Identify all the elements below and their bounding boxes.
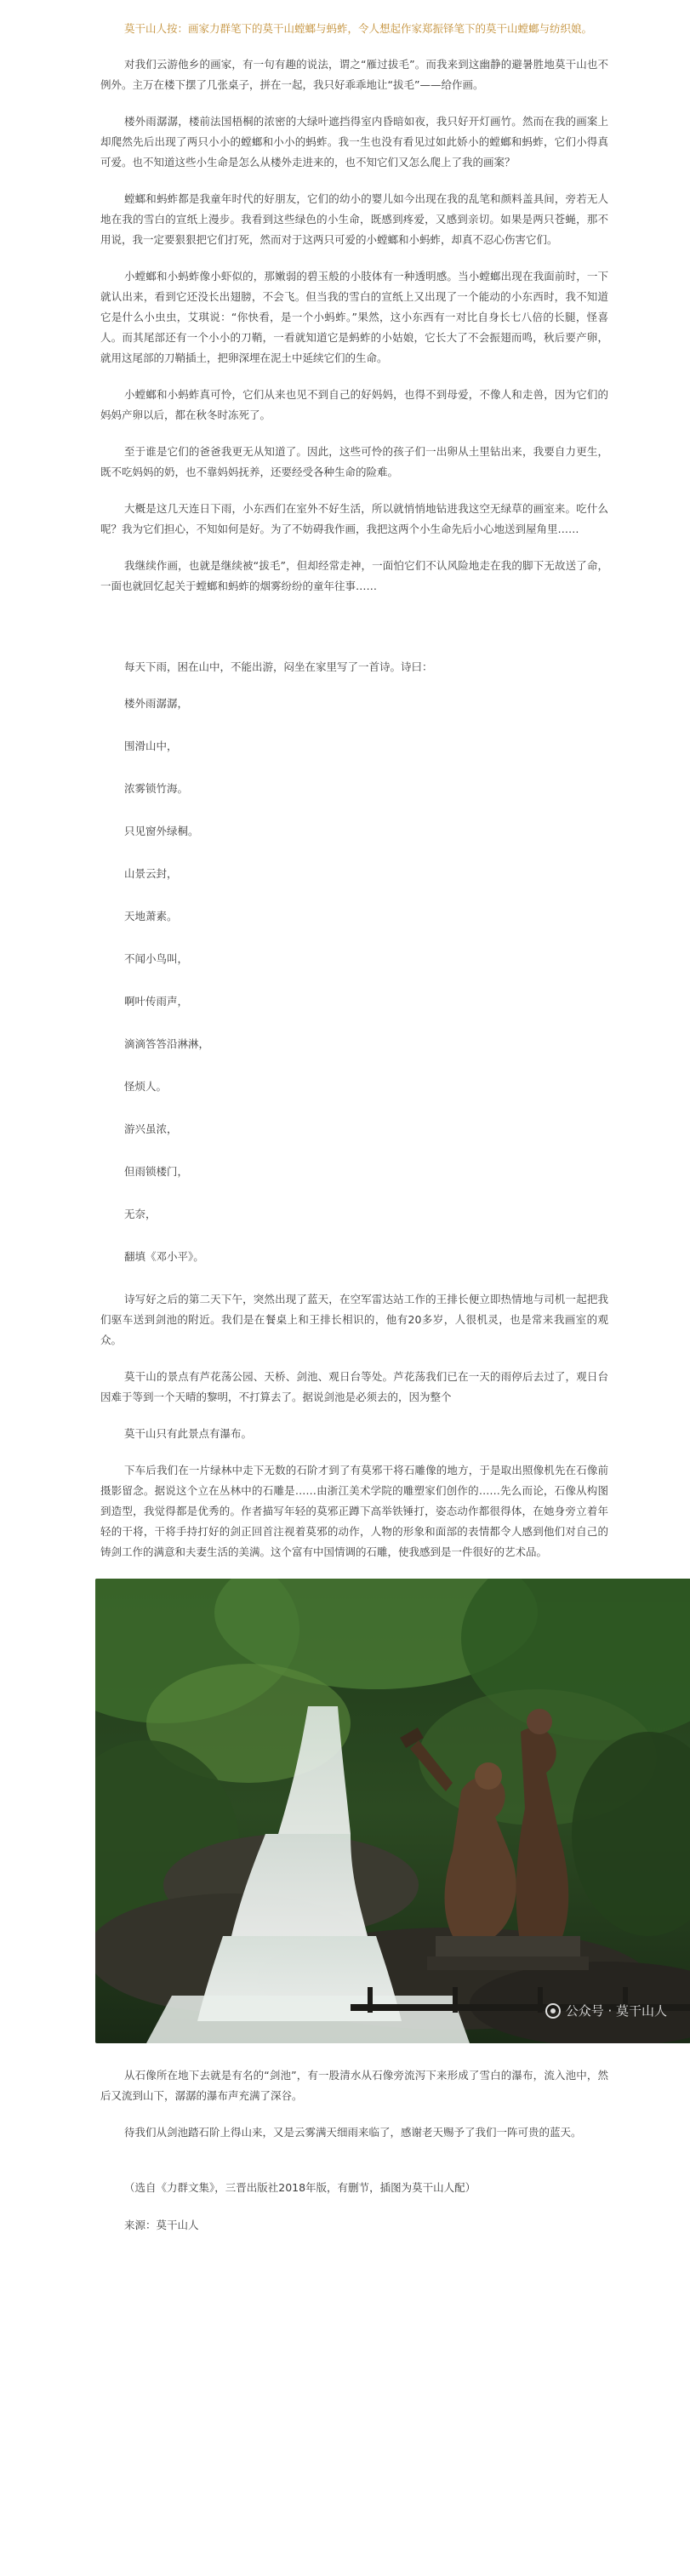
paragraph: 大概是这几天连日下雨，小东西们在室外不好生活，所以就悄悄地钻进我这空无绿草的画室来。吃什么呢？我为它们担心，不知如何是好。为了不妨碍我作画，我把这两个小生命先后小心地送到屋角里…… xyxy=(100,502,608,535)
paragraph: 待我们从剑池踏石阶上得山来，又是云雾满天细雨来临了，感谢老天赐予了我们一阵可贵的蓝天。 xyxy=(124,2126,582,2139)
poem-line: 浓雾锁竹海。 xyxy=(124,782,189,795)
watermark-text: 公众号 · 莫干山人 xyxy=(565,2003,667,2019)
poem-line: 游兴虽浓， xyxy=(124,1122,178,1135)
wechat-icon xyxy=(545,2003,561,2019)
paragraph: 对我们云游他乡的画家，有一句有趣的说法，谓之“雁过拔毛”。而我来到这幽静的避暑胜地莫干山也不例外。主万在楼下摆了几张桌子，拼在一起，我只好乖乖地让“拔毛”——给作画。 xyxy=(100,58,608,91)
paragraph: 螳螂和蚂蚱都是我童年时代的好朋友，它们的幼小的婴儿如今出现在我的乱笔和颜料盖具间，旁若无人地在我的雪白的宣纸上漫步。我看到这些绿色的小生命，既感到疼爱，又感到亲切。如果是两只苍蝇，那不用说，我一定要狠狠把它们打死，然而对于这两只可爱的小螳螂和小蚂蚱，却真不忍心伤害它们。 xyxy=(100,192,608,246)
paragraph: 诗写好之后的第二天下午，突然出现了蓝天，在空军雷达站工作的王排长便立即热情地与司机一起把我们驱车送到剑池的附近。我们是在餐桌上和王排长相识的，他有20多岁，人很机灵，也是常来我画室的观众。 xyxy=(100,1293,608,1346)
poem-line: 无奈， xyxy=(124,1208,157,1220)
poem-line: 但雨锁楼门， xyxy=(124,1165,189,1178)
paragraph: 下车后我们在一片绿林中走下无数的石阶才到了有莫邪干将石雕像的地方，于是取出照像机先在石像前摄影留念。据说这个立在丛林中的石雕是……由浙江美术学院的雕塑家们创作的……先么而论，石像从构图到造型，我觉得都是优秀的。作者描写年轻的莫邪正蹲下高举铁锤打，姿态动作都很得体，在她身旁立着年轻的干将，干将手持打好的剑正回首注视着莫邪的动作，人物的形象和面部的表情都令人感到他们对自己的铸剑工作的满意和夫妻生活的美满。这个富有中国情调的石雕，使我感到是一件很好的艺术品。 xyxy=(100,1464,608,1558)
waterfall-statue-photo xyxy=(95,1579,690,2043)
poem-line: 围滑山中， xyxy=(124,740,178,752)
paragraph: 我继续作画，也就是继续被“拔毛”，但却经常走神，一面怕它们不认风险地走在我的脚下无故送了命，一面也就回忆起关于螳螂和蚂蚱的烟雾纷纷的童年往事…… xyxy=(100,559,608,592)
photo-illustration xyxy=(95,1579,690,2043)
section-gap xyxy=(100,613,608,657)
paragraph: 至于谁是它们的爸爸我更无从知道了。因此，这些可怜的孩子们一出卵从土里钻出来，我要自力更生，既不吃妈妈的奶，也不靠妈妈抚养，还要经受各种生命的险难。 xyxy=(100,445,608,478)
photo-watermark xyxy=(545,2002,667,2019)
poem xyxy=(100,694,608,1267)
poem-line: 天地萧素。 xyxy=(124,910,178,922)
paragraph: 莫干山只有此景点有瀑布。 xyxy=(124,1427,253,1440)
source-label: 来源：莫干山人 xyxy=(124,2219,199,2231)
paragraph: 每天下雨，困在山中，不能出游，闷坐在家里写了一首诗。诗曰： xyxy=(124,660,433,673)
poem-line: 滴滴答答沿淋淋， xyxy=(124,1037,210,1050)
poem-line: 山景云封， xyxy=(124,867,178,880)
source-note: （选自《力群文集》，三晋出版社2018年版，有删节，插图为莫干山人配） xyxy=(124,2181,476,2194)
paragraph: 楼外雨潺潺，楼前法国梧桐的浓密的大绿叶遮挡得室内昏暗如夜，我只好开灯画竹。然而在我的画案上却爬然先后出现了两只小小的螳螂和小小的蚂蚱。我一生也没有看见过如此娇小的螳螂和蚂蚱，它们小得真可爱。也不知道这些小生命是怎么从楼外走进来的，也不知它们又怎么爬上了我的画案？ xyxy=(100,115,608,168)
editor-note: 莫干山人按：画家力群笔下的莫干山螳螂与蚂蚱，令人想起作家郑振铎笔下的莫干山螳螂与纺织娘。 xyxy=(124,22,593,35)
paragraph: 小螳螂和小蚂蚱真可怜，它们从来也见不到自己的好妈妈，也得不到母爱，不像人和走兽，因为它们的妈妈产卵以后，都在秋冬时冻死了。 xyxy=(100,388,608,421)
poem-line: 翻填《邓小平》。 xyxy=(124,1250,204,1263)
paragraph: 从石像所在地下去就是有名的“剑池”，有一股清水从石像旁流泻下来形成了雪白的瀑布，流入池中，然后又流到山下，潺潺的瀑布声充满了深谷。 xyxy=(100,2069,608,2102)
poem-line: 怪烦人。 xyxy=(124,1080,168,1093)
paragraph: 莫干山的景点有芦花荡公园、天桥、剑池、观日台等处。芦花荡我们已在一天的雨停后去过了，观日台因难于等到一个天晴的黎明，不打算去了。据说剑池是必须去的，因为整个 xyxy=(100,1370,608,1403)
poem-line: 只见窗外绿桐。 xyxy=(124,825,199,837)
section-gap xyxy=(100,2159,608,2178)
paragraph: 小螳螂和小蚂蚱像小虾似的，那嫩弱的碧玉般的小肢体有一种透明感。当小螳螂出现在我面前时，一下就认出来，看到它还没长出翅膀，不会飞。但当我的雪白的宣纸上又出现了一个能动的小东西时，我不知道它是什么小虫虫，艾琪说：“你快看，是一个小蚂蚱。”果然，这小东西有一对比自身长七八倍的长腿，怪喜人。而其尾部还有一个小小的刀鞘，一看就知道它是蚂蚱的小姑娘，它长大了不会振翅而鸣，秋后要产卵，就用这尾部的刀鞘插土，把卵深埋在泥土中延续它们的生命。 xyxy=(100,270,608,364)
poem-line: 啊叶传雨声， xyxy=(124,995,189,1008)
poem-line: 不闻小鸟叫， xyxy=(124,952,189,965)
poem-line: 楼外雨潺潺， xyxy=(124,697,189,710)
